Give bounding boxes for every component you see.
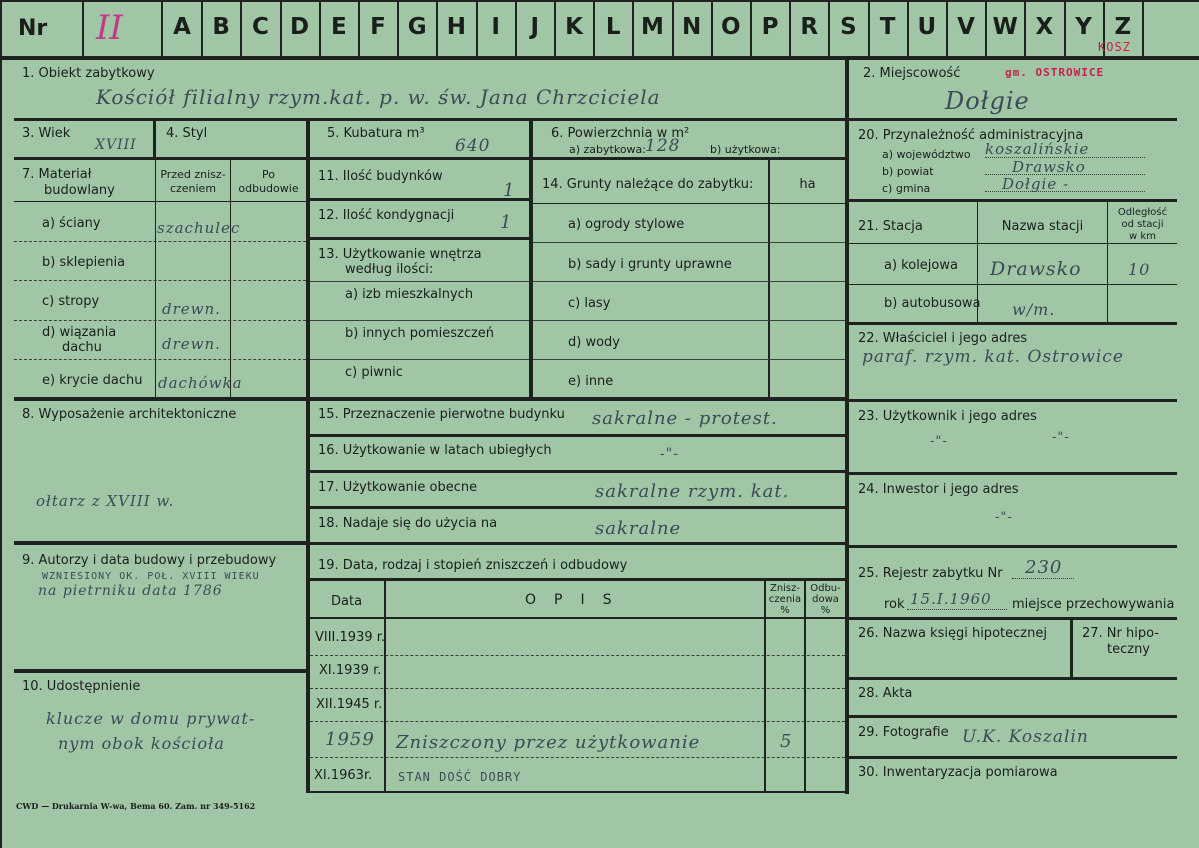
- f21-a-dist: 10: [1128, 260, 1151, 279]
- f16-value: -"-: [660, 446, 679, 462]
- letter-cell-d: D: [290, 14, 310, 40]
- f19-row-5-opis: STAN DOŚĆ DOBRY: [398, 770, 522, 784]
- f7-row-d-label-1: d) wiązania: [42, 325, 117, 340]
- letter-cell-p: P: [761, 14, 779, 40]
- letter-cell-t: T: [879, 14, 896, 40]
- f15-value: sakralne - protest.: [592, 408, 778, 429]
- f2-value: Dołgie: [945, 87, 1030, 115]
- f20-label: 20. Przynależność administracyjna: [858, 128, 1084, 143]
- f24-value: -"-: [995, 510, 1013, 525]
- f11-label: 11. Ilość budynków: [318, 169, 443, 184]
- f6-b-label: b) użytkowa:: [710, 143, 781, 156]
- f7-row-d-label-2: dachu: [62, 340, 102, 355]
- f25-rok-label: rok: [884, 597, 905, 612]
- f8-value: ołtarz z XVIII w.: [36, 492, 175, 510]
- f6-label: 6. Powierzchnia w m²: [551, 126, 690, 141]
- printer-footer: CWD — Drukarnia W-wa, Bema 60. Zam. nr 349-5162: [16, 801, 256, 811]
- f19-col-date: Data: [331, 594, 363, 609]
- f19-col-o2: dowa: [812, 594, 839, 605]
- f4-label: 4. Styl: [166, 126, 208, 141]
- letter-cell-z: Z: [1114, 14, 1132, 40]
- f12-value: 1: [500, 212, 513, 233]
- f7-label-2: budowlany: [44, 183, 115, 198]
- f14-row-c: c) lasy: [568, 296, 611, 311]
- f21-label: 21. Stacja: [858, 219, 923, 234]
- f20-b-label: b) powiat: [882, 165, 934, 178]
- letter-cell-m: M: [640, 14, 664, 40]
- f21-a-label: a) kolejowa: [884, 258, 958, 273]
- f20-b-value: Drawsko: [1012, 158, 1086, 176]
- f7-row-c-value: drewn.: [162, 300, 221, 318]
- letter-cell-l: L: [605, 14, 621, 40]
- f5-value: 640: [455, 136, 491, 156]
- f14-label: 14. Grunty należące do zabytku:: [542, 177, 754, 192]
- letter-cell-o: O: [721, 14, 741, 40]
- letter-cell-i: I: [491, 14, 500, 40]
- f22-value: paraf. rzym. kat. Ostrowice: [862, 347, 1124, 367]
- f13-b: b) innych pomieszczeń: [345, 326, 495, 341]
- f19-col-o3: %: [820, 605, 831, 616]
- f9-label: 9. Autorzy i data budowy i przebudowy: [22, 553, 277, 568]
- f21-col-name: Nazwa stacji: [1001, 219, 1084, 234]
- f25-value: 230: [1025, 557, 1063, 578]
- letter-cell-a: A: [173, 14, 191, 40]
- f8-label: 8. Wyposażenie architektoniczne: [22, 407, 237, 422]
- f24-label: 24. Inwestor i jego adres: [858, 482, 1019, 497]
- f2-label: 2. Miejscowość: [863, 66, 961, 81]
- f3-label: 3. Wiek: [22, 126, 71, 141]
- letter-cell-k: K: [565, 14, 583, 40]
- letter-cell-c: C: [251, 14, 269, 40]
- f19-row-4-z: 5: [780, 731, 793, 752]
- letter-cell-y: Y: [1075, 14, 1092, 40]
- f13-a: a) izb mieszkalnych: [345, 287, 474, 302]
- f21-col-dist-1: Odległość: [1117, 207, 1168, 218]
- f7-row-a-label: a) ściany: [42, 216, 101, 231]
- letter-cell-e: E: [330, 14, 347, 40]
- nr-value: II: [96, 8, 123, 48]
- f19-row-4-opis: Zniszczony przez użytkowanie: [396, 732, 701, 753]
- f21-b-label: b) autobusowa: [884, 296, 981, 311]
- f21-a-name: Drawsko: [990, 258, 1082, 280]
- letter-cell-n: N: [681, 14, 702, 40]
- f19-row-5-date: XI.1963r.: [314, 768, 373, 783]
- f18-value: sakralne: [595, 518, 682, 539]
- f19-row-3-date: XII.1945 r.: [316, 697, 383, 712]
- letter-cell-b: B: [212, 14, 230, 40]
- f7-col1-a: Przed znisz-: [160, 168, 226, 181]
- f14-row-b: b) sady i grunty uprawne: [568, 257, 732, 272]
- f10-label: 10. Udostępnienie: [22, 679, 141, 694]
- f21-col-dist-3: w km: [1129, 231, 1156, 242]
- f13-label-1: 13. Użytkowanie wnętrza: [318, 247, 482, 262]
- f2-note: gm. OSTROWICE: [1005, 66, 1105, 79]
- letter-cell-j: J: [530, 14, 540, 40]
- f22-label: 22. Właściciel i jego adres: [858, 331, 1028, 346]
- f14-row-a: a) ogrody stylowe: [568, 217, 685, 232]
- f12-label: 12. Ilość kondygnacji: [318, 208, 455, 223]
- f19-row-2-date: XI.1939 r.: [319, 663, 382, 678]
- f5-label: 5. Kubatura m³: [327, 126, 425, 141]
- f7-row-d-value: drewn.: [162, 335, 221, 353]
- f20-c-value: Dołgie -: [1002, 175, 1070, 193]
- f7-row-b-label: b) sklepienia: [42, 255, 126, 270]
- f30-label: 30. Inwentaryzacja pomiarowa: [858, 765, 1058, 780]
- f11-value: 1: [503, 180, 516, 201]
- f9-line-2: na pietrniku data 1786: [38, 583, 223, 599]
- f13-label-2: według ilości:: [345, 262, 434, 277]
- f7-col2-b: odbudowie: [238, 182, 299, 195]
- f19-row-4-date: 1959: [325, 729, 375, 750]
- f7-label-1: 7. Materiał: [22, 167, 92, 182]
- f1-label: 1. Obiekt zabytkowy: [22, 66, 155, 81]
- f3-value: XVIII: [95, 137, 137, 153]
- f6-a-label: a) zabytkowa:: [569, 143, 646, 156]
- f7-row-e-label: e) krycie dachu: [42, 373, 143, 388]
- f20-c-label: c) gmina: [882, 182, 931, 195]
- letter-cell-f: F: [370, 14, 386, 40]
- nr-label: Nr: [18, 16, 48, 41]
- f7-row-a-value: szachulec: [157, 219, 241, 237]
- corner-note: KOSZ: [1098, 40, 1131, 54]
- f14-row-e: e) inne: [568, 374, 614, 389]
- f13-c: c) piwnic: [345, 365, 403, 380]
- letter-cell-h: H: [446, 14, 467, 40]
- f19-col-z1: Znisz-: [769, 583, 801, 594]
- f27-label-1: 27. Nr hipo-: [1082, 626, 1159, 641]
- f6-a-value: 128: [645, 136, 681, 156]
- letter-cell-x: X: [1035, 14, 1054, 40]
- f15-label: 15. Przeznaczenie pierwotne budynku: [318, 407, 565, 422]
- f19-col-opis: OPIS: [525, 592, 630, 608]
- f23-label: 23. Użytkownik i jego adres: [858, 409, 1037, 424]
- f23-value-2: -"-: [1052, 430, 1070, 445]
- f1-value: Kościół filialny rzym.kat. p. w. św. Jana Chrzciciela: [96, 85, 661, 109]
- f14-row-d: d) wody: [568, 335, 620, 350]
- letter-cell-s: S: [840, 14, 857, 40]
- f19-col-z2: czenia: [768, 594, 802, 605]
- f20-a-value: koszalińskie: [985, 140, 1090, 158]
- f18-label: 18. Nadaje się do użycia na: [318, 516, 498, 531]
- f10-line-2: nym obok kościoła: [58, 734, 225, 753]
- f25-rok-value: 15.I.1960: [910, 590, 992, 608]
- f20-a-label: a) województwo: [882, 148, 971, 161]
- f19-row-1-date: VIII.1939 r.: [315, 630, 386, 645]
- f19-label: 19. Data, rodzaj i stopień zniszczeń i odbudowy: [318, 558, 628, 573]
- f14-unit: ha: [799, 177, 816, 192]
- f23-value-1: -"-: [930, 434, 948, 449]
- f27-label-2: teczny: [1107, 642, 1150, 657]
- f19-col-o1: Odbu-: [810, 583, 841, 594]
- f9-line-1: WZNIESIONY OK. POŁ. XVIII WIEKU: [42, 571, 260, 582]
- f7-col1-b: czeniem: [169, 182, 217, 195]
- letter-cell-w: W: [992, 14, 1018, 40]
- f21-b-name: w/m.: [1012, 300, 1056, 319]
- f28-label: 28. Akta: [858, 686, 913, 701]
- f16-label: 16. Użytkowanie w latach ubiegłych: [318, 443, 552, 458]
- f10-line-1: klucze w domu prywat-: [46, 709, 256, 728]
- f17-label: 17. Użytkowanie obecne: [318, 480, 478, 495]
- f29-label: 29. Fotografie: [858, 725, 949, 740]
- f19-col-z3: %: [780, 605, 790, 616]
- f7-row-e-value: dachówka: [158, 374, 243, 392]
- letter-cell-u: U: [917, 14, 937, 40]
- f25-label: 25. Rejestr zabytku Nr: [858, 566, 1003, 581]
- f25-miejsce: miejsce przechowywania: [1012, 597, 1175, 612]
- f17-value: sakralne rzym. kat.: [595, 481, 790, 502]
- letter-cell-v: V: [957, 14, 975, 40]
- f7-row-c-label: c) stropy: [42, 294, 100, 309]
- f29-value: U.K. Koszalin: [962, 727, 1089, 747]
- letter-cell-g: G: [407, 14, 427, 40]
- f21-col-dist-2: od stacji: [1121, 219, 1164, 230]
- f7-col2-a: Po: [262, 168, 275, 181]
- f26-label: 26. Nazwa księgi hipotecznej: [858, 626, 1047, 641]
- letter-cell-r: R: [800, 14, 819, 40]
